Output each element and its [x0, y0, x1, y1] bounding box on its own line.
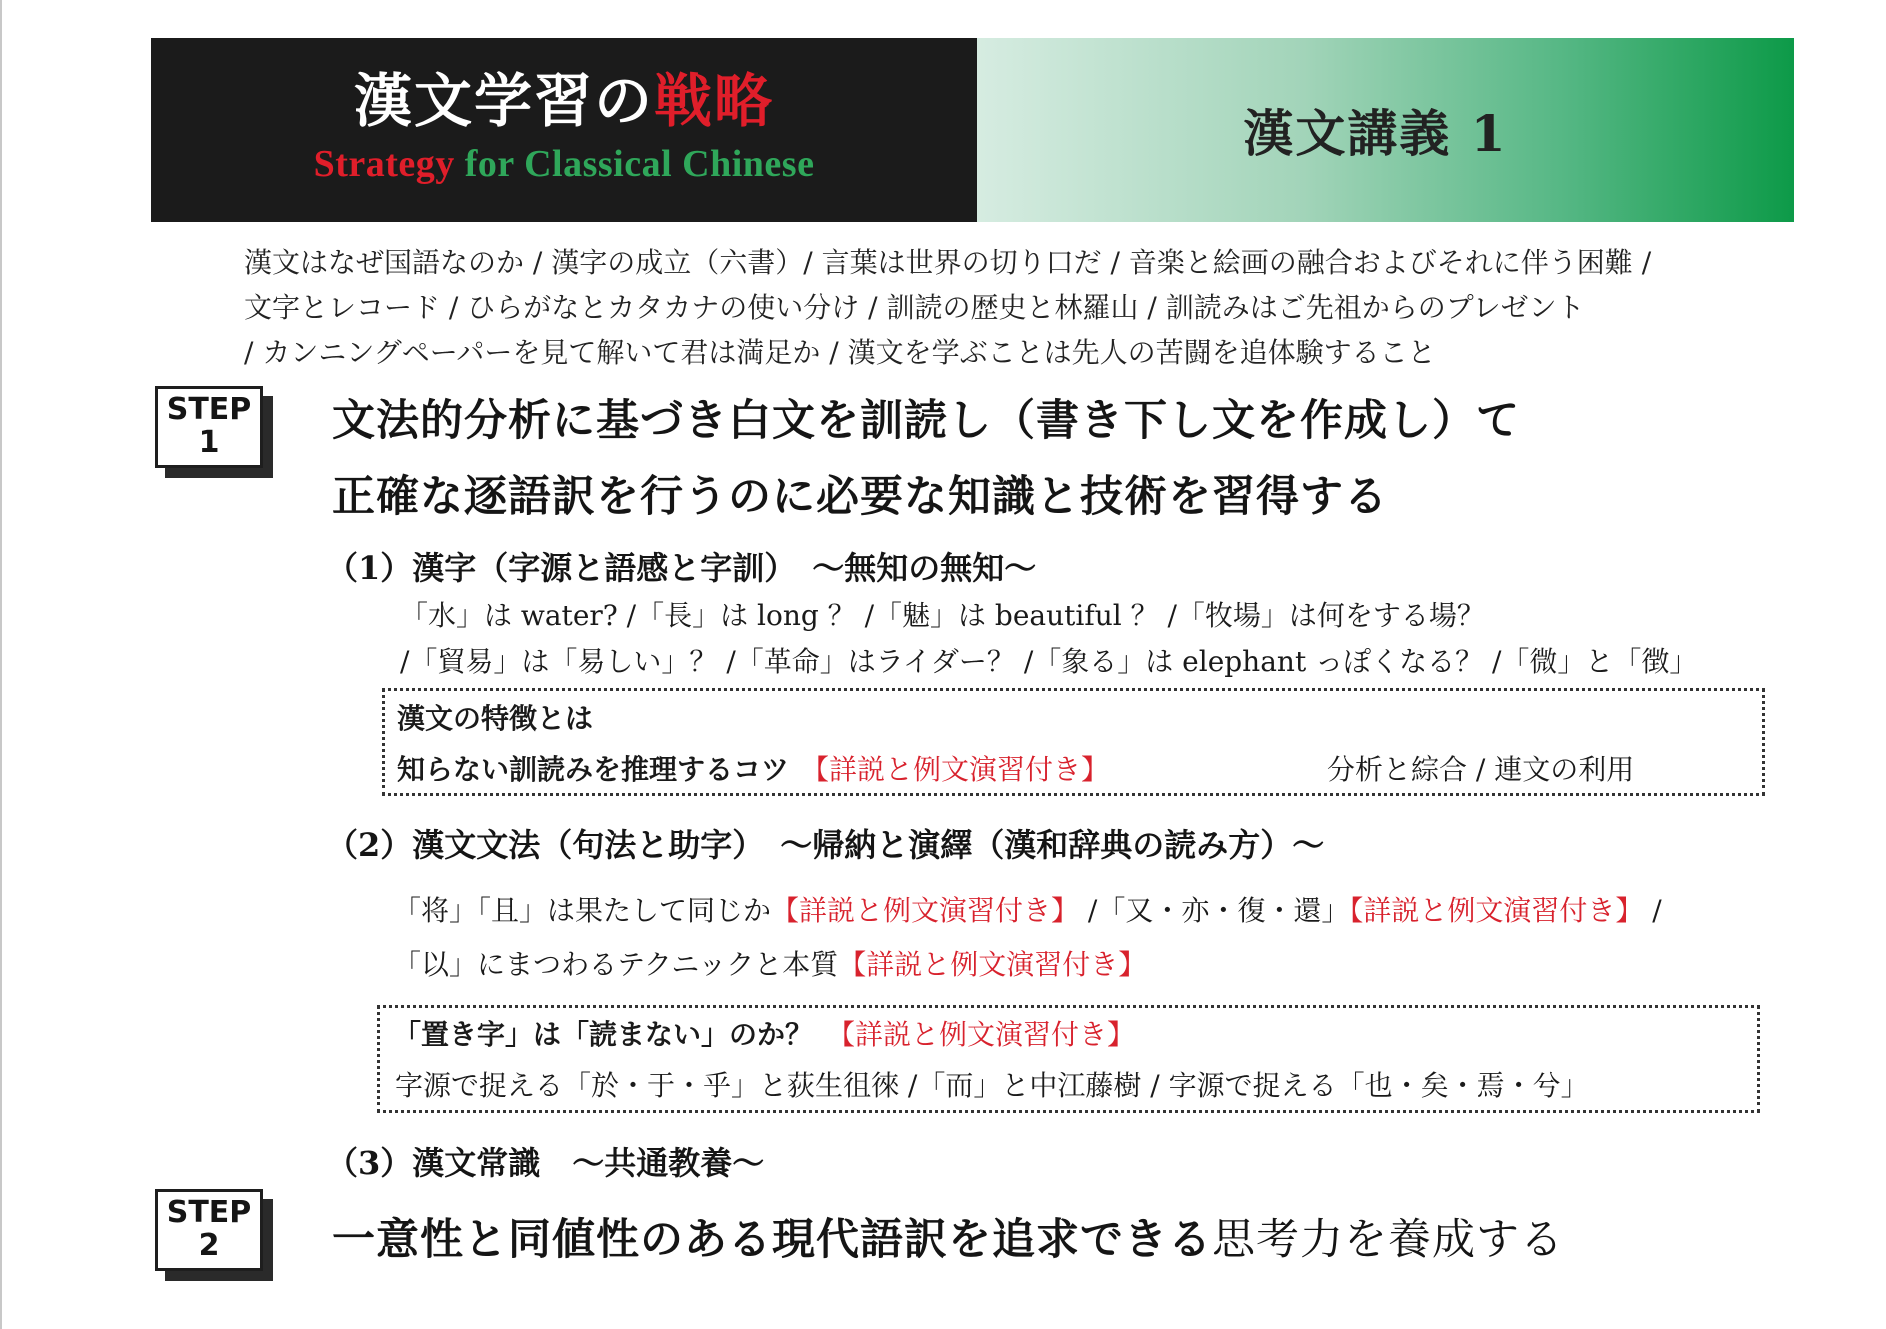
line-text: 「将」「且」は果たして同じか [393, 894, 772, 927]
page-subtitle [314, 142, 815, 186]
line-text: 「以」にまつわるテクニックと本質 [393, 948, 839, 981]
section1-line2: /「貿易」は「易しい」？ /「革命」はライダー？ /「象る」は elephant っぽくなる？ /「微」と「徴」 [400, 645, 1698, 678]
step-badge-number: 2 [198, 1228, 220, 1263]
step-badge-word: STEP [166, 1195, 252, 1230]
section2-heading: （2）漢文文法（句法と助字） ～帰納と演繹（漢和辞典の読み方）～ [326, 826, 1325, 864]
detail-tag: 【詳説と例文演習付き】 [801, 753, 1110, 786]
step1-heading-line1: 文法的分析に基づき白文を訓読し（書き下し文を作成し）て [332, 396, 1520, 446]
intro-line: 漢文はなぜ国語なのか / 漢字の成立（六書）/ 言葉は世界の切り口だ / 音楽と絵画の融合およびそれに伴う困難 / [244, 246, 1652, 279]
okiji-box-title: 「置き字」は「読まない」のか？ [393, 1018, 814, 1051]
subtitle-strategy: Strategy [313, 142, 455, 185]
feature-box-title: 漢文の特徴とは [397, 702, 594, 735]
step2-heading-normal: 思考力を養成する [1212, 1215, 1564, 1265]
step2-heading [332, 1206, 1564, 1267]
page-title [353, 67, 775, 136]
step2-badge [155, 1189, 277, 1285]
step2-heading-bold: 一意性と同値性のある現代語訳を追求できる [332, 1215, 1212, 1265]
line-text: / [1643, 894, 1662, 927]
section3-heading: （3）漢文常識 ～共通教養～ [326, 1144, 765, 1182]
section2-line2 [393, 943, 1146, 983]
step-badge-number: 1 [198, 425, 220, 460]
step1-badge [155, 386, 277, 482]
section2-line1 [393, 889, 1662, 929]
page-title-accent: 戦略 [654, 67, 775, 136]
line-text: /「又・亦・復・還」 [1079, 894, 1350, 927]
header-banner [151, 38, 1794, 222]
section1-line1: 「水」は water? /「長」は long ？ /「魅」は beautiful ？ /「牧場」は何をする場？ [400, 599, 1485, 632]
detail-tag: 【詳説と例文演習付き】 [771, 894, 1080, 927]
okiji-box-line: 字源で捉える「於・于・乎」と荻生徂徠 /「而」と中江藤樹 / 字源で捉える「也・矣・焉・兮」 [395, 1069, 1589, 1102]
detail-tag: 【詳説と例文演習付き】 [1349, 894, 1644, 927]
intro-topics [244, 240, 1651, 375]
page-left-border [0, 0, 2, 1329]
step-badge-face [155, 1189, 263, 1271]
detail-tag: 【詳説と例文演習付き】 [827, 1018, 1136, 1051]
page-title-main: 漢文学習の [353, 67, 654, 136]
detail-tag: 【詳説と例文演習付き】 [838, 948, 1147, 981]
step-badge-face [155, 386, 263, 468]
intro-line: 文字とレコード / ひらがなとカタカナの使い分け / 訓読の歴史と林羅山 / 訓読みはご先祖からのプレゼント [244, 291, 1585, 324]
step1-heading-line2: 正確な逐語訳を行うのに必要な知識と技術を習得する [332, 472, 1388, 522]
okiji-box-title-line [393, 1013, 1135, 1053]
feature-box-line [397, 748, 1109, 788]
lecture-title: 漢文講義 1 [1243, 104, 1508, 163]
step-badge-word: STEP [166, 392, 252, 427]
intro-line: / カンニングペーパーを見て解いて君は満足か / 漢文を学ぶことは先人の苦闘を追体験すること [244, 336, 1436, 369]
header-lecture-panel [977, 38, 1794, 222]
header-title-panel [151, 38, 977, 222]
feature-box-right: 分析と綜合 / 連文の利用 [1327, 753, 1635, 786]
section1-heading: （1）漢字（字源と語感と字訓） ～無知の無知～ [326, 549, 1037, 587]
feature-box-main: 知らない訓読みを推理するコツ [397, 753, 790, 786]
subtitle-rest: for Classical Chinese [454, 142, 815, 185]
